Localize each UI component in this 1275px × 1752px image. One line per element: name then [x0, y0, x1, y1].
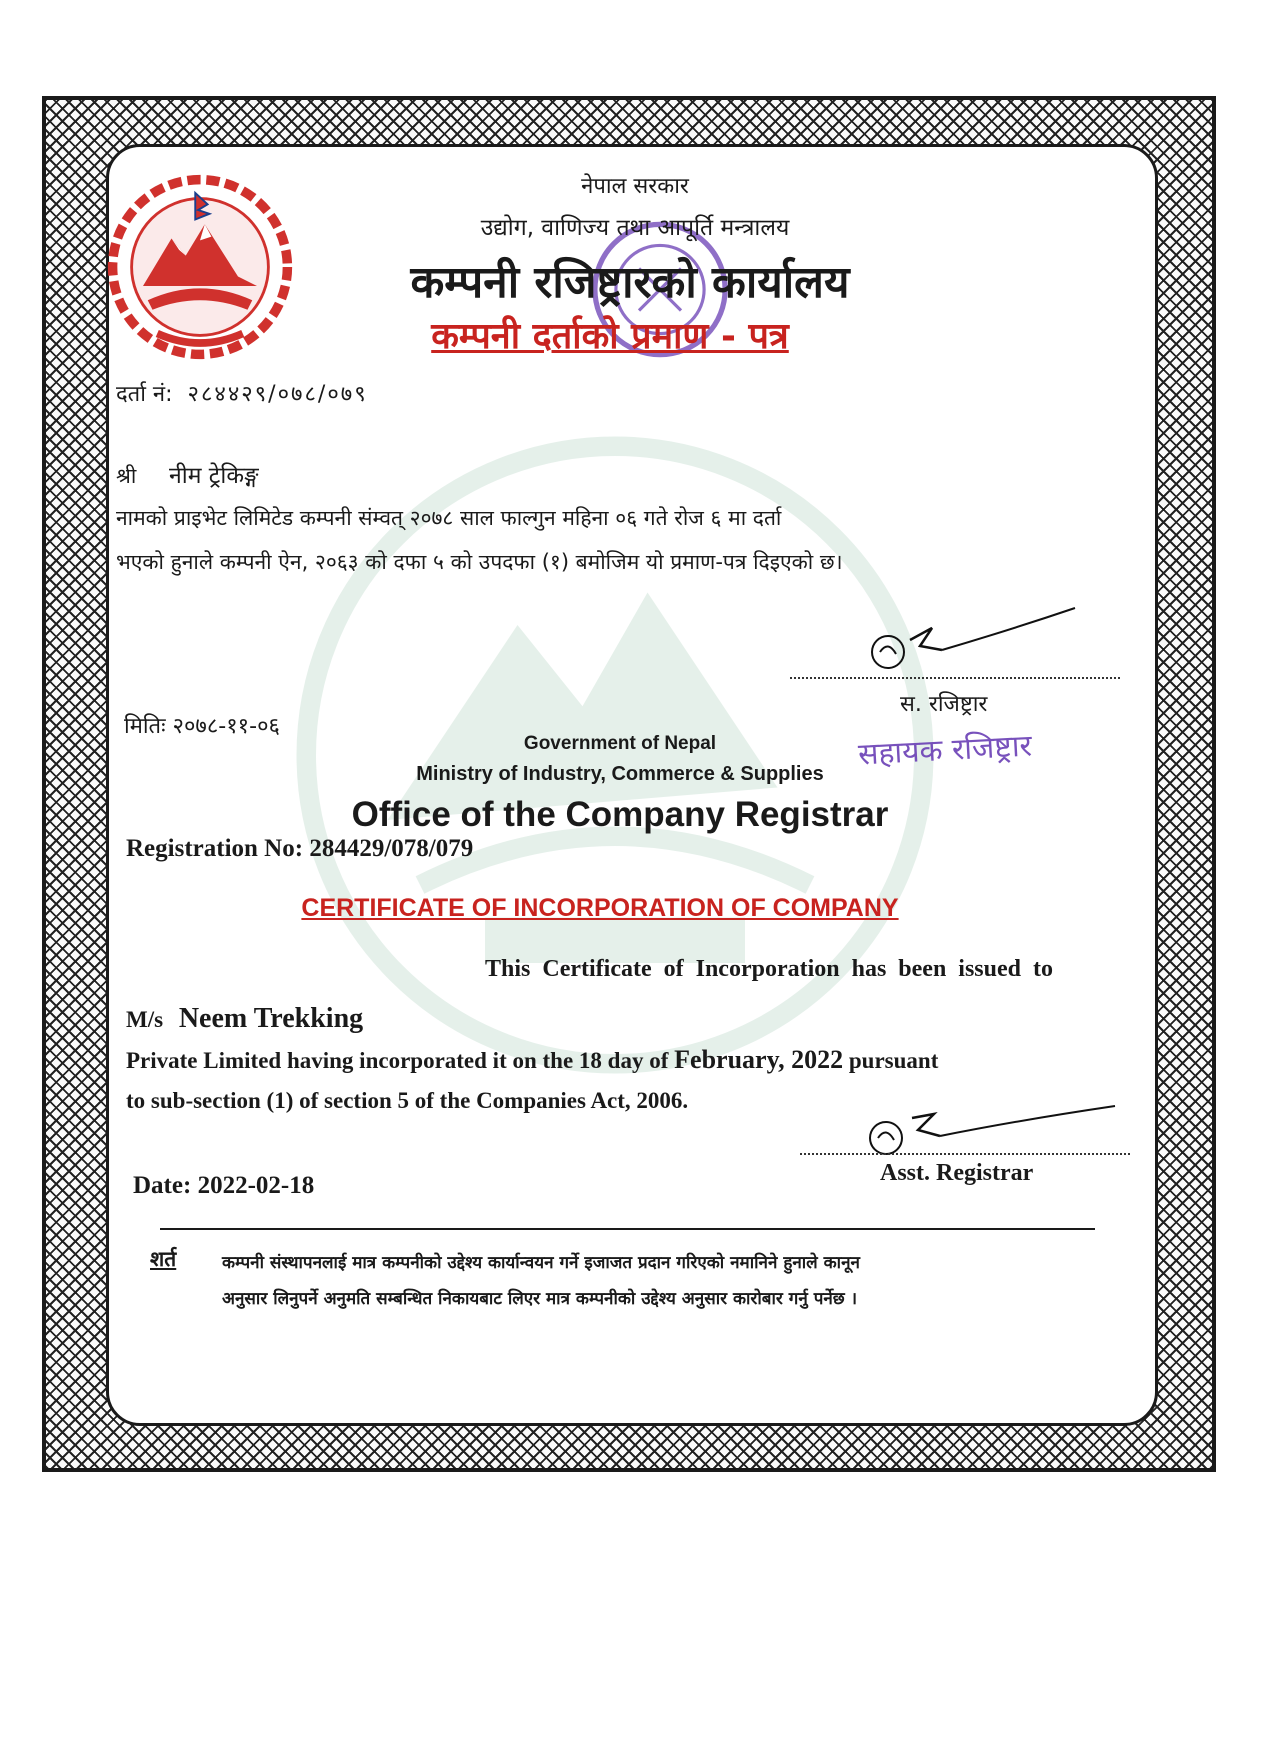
body-paragraph-np — [116, 496, 1116, 584]
registration-value-en: 284429/078/079 — [309, 835, 474, 862]
conditions-label: शर्त — [150, 1247, 177, 1271]
registration-number-np — [116, 378, 368, 408]
office-title-en: Office of the Company Registrar — [351, 795, 889, 834]
date-en — [133, 1172, 314, 1200]
asst-registrar-np: स. रजिष्ट्रार — [900, 692, 988, 717]
conditions-line-1: कम्पनी संस्थापनलाई मात्र कम्पनीको उद्देश्य कार्यान्वयन गर्ने इजाजत प्रदान गरिएको नमानिने हुनाले कानून — [222, 1253, 860, 1273]
company-name-en: Neem Trekking — [178, 1003, 364, 1034]
signature-line-np — [790, 677, 1120, 679]
body-line-1-end: pursuant — [848, 1048, 939, 1073]
date-value-en: 2022-02-18 — [197, 1172, 315, 1199]
registration-number-en — [126, 835, 473, 863]
asst-registrar-stamp: सहायक रजिष्ट्रार — [857, 728, 1033, 773]
nepal-government-np: नेपाल सरकार — [581, 174, 689, 199]
recipient-en — [126, 1003, 363, 1035]
ministry-en: Ministry of Industry, Commerce & Supplies — [416, 763, 824, 785]
ms-label: M/s — [126, 1007, 164, 1032]
government-en: Government of Nepal — [523, 733, 717, 754]
conditions-line-2: अनुसार लिनुपर्ने अनुमति सम्बन्धित निकायबाट लिएर मात्र कम्पनीको उद्देश्य अनुसार कारोबार गर्नु पर्नेछ । — [222, 1289, 858, 1309]
registration-value-np: २८४४२९/०७८/०७९ — [187, 382, 368, 407]
body-line-2-en: to sub-section (1) of section 5 of the Companies Act, 2006. — [126, 1088, 689, 1113]
recipient-np — [116, 458, 259, 490]
date-np — [124, 710, 280, 740]
divider — [160, 1228, 1095, 1230]
certificate-title-en: CERTIFICATE OF INCORPORATION OF COMPANY — [301, 894, 899, 922]
date-value-np: २०७८-११-०६ — [172, 714, 280, 739]
date-label-np: मितिः — [124, 714, 166, 739]
body-line-1-start: Private Limited having incorporated it on the 18 day of — [126, 1048, 669, 1073]
body-line-1-np: नामको प्राइभेट लिमिटेड कम्पनी संम्वत् २०७८ साल फाल्गुन महिना ०६ गते रोज ६ मा दर्ता — [116, 506, 782, 530]
registrar-signature-en — [860, 1100, 1120, 1160]
body-line-2-np: भएको हुनाले कम्पनी ऐन, २०६३ को दफा ५ को उपदफा (१) बमोजिम यो प्रमाण-पत्र दिइएको छ। — [116, 550, 843, 574]
certificate-title-np: कम्पनी दर्ताको प्रमाण - पत्र — [431, 316, 789, 357]
company-name-np: नीम ट्रेकिङ्ग — [169, 463, 259, 489]
registrar-signature-np — [860, 600, 1080, 678]
asst-registrar-en: Asst. Registrar — [880, 1160, 1034, 1186]
shri-label: श्री — [116, 464, 137, 488]
registration-label-en: Registration No: — [126, 835, 304, 862]
ministry-np: उद्योग, वाणिज्य तथा आपूर्ति मन्त्रालय — [480, 215, 790, 241]
date-label-en: Date: — [133, 1172, 192, 1199]
issued-to-text: This Certificate of Incorporation has been issued to — [485, 956, 1053, 982]
signature-line-en — [800, 1153, 1130, 1155]
nepal-emblem — [105, 172, 295, 362]
incorporation-date: February, 2022 — [674, 1045, 844, 1074]
registration-label-np: दर्ता नं: — [116, 382, 173, 407]
body-line-1-en — [126, 1040, 1126, 1081]
office-title-np: कम्पनी रजिष्ट्रारको कार्यालय — [410, 257, 850, 308]
conditions-text — [222, 1245, 1102, 1317]
